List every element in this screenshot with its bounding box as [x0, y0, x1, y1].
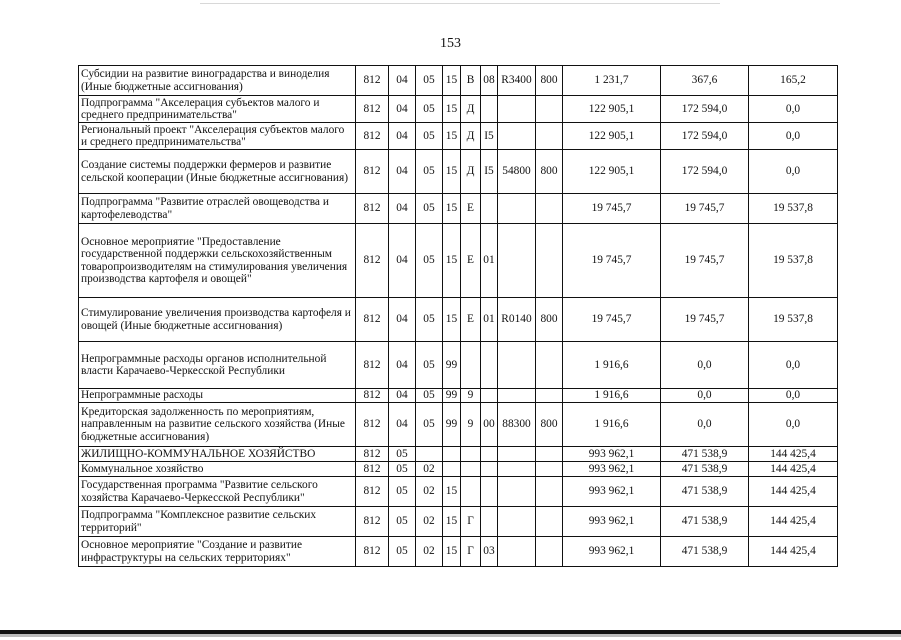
- code-podrazdel-cell: 05: [416, 150, 443, 194]
- code-article-cell: [498, 462, 536, 477]
- amount-year2-cell: 0,0: [661, 342, 749, 389]
- code-razdel-cell: 04: [389, 96, 416, 123]
- code-expense-type-cell: 800: [536, 298, 563, 342]
- code-podrazdel-cell: 02: [416, 507, 443, 537]
- code-razdel-cell: 04: [389, 123, 416, 150]
- code-article-cell: R3400: [498, 66, 536, 96]
- amount-year2-cell: 172 594,0: [661, 150, 749, 194]
- code-program-cell: 15: [443, 507, 461, 537]
- amount-year1-cell: 993 962,1: [563, 477, 661, 507]
- desc-cell: Создание системы поддержки фермеров и развитие сельской кооперации (Иные бюджетные ассигнования): [79, 150, 356, 194]
- code-article-cell: [498, 96, 536, 123]
- amount-year2-cell: 471 538,9: [661, 537, 749, 567]
- amount-year2-cell: 471 538,9: [661, 507, 749, 537]
- code-activity-cell: [481, 447, 498, 462]
- code-ved-cell: 812: [356, 537, 389, 567]
- table-row: [79, 150, 838, 194]
- code-program-cell: 15: [443, 66, 461, 96]
- desc-cell: Региональный проект "Акселерация субъектов малого и среднего предпринимательства": [79, 123, 356, 150]
- desc-cell: Непрограммные расходы органов исполнительной власти Карачаево-Черкесской Республики: [79, 342, 356, 389]
- code-program-cell: 99: [443, 342, 461, 389]
- amount-year3-cell: 0,0: [749, 342, 838, 389]
- code-ved-cell: 812: [356, 447, 389, 462]
- table-row: [79, 96, 838, 123]
- code-activity-cell: [481, 507, 498, 537]
- code-expense-type-cell: [536, 447, 563, 462]
- code-ved-cell: 812: [356, 507, 389, 537]
- code-activity-cell: [481, 194, 498, 224]
- desc-cell: Подпрограмма "Акселерация субъектов малого и среднего предпринимательства": [79, 96, 356, 123]
- code-expense-type-cell: [536, 342, 563, 389]
- code-podrazdel-cell: 05: [416, 298, 443, 342]
- code-razdel-cell: 04: [389, 298, 416, 342]
- code-program-cell: 15: [443, 477, 461, 507]
- table-row: [79, 403, 838, 447]
- code-subprogram-cell: В: [461, 66, 481, 96]
- amount-year1-cell: 19 745,7: [563, 224, 661, 298]
- table-row: [79, 194, 838, 224]
- code-ved-cell: 812: [356, 342, 389, 389]
- amount-year1-cell: 993 962,1: [563, 447, 661, 462]
- code-podrazdel-cell: 05: [416, 224, 443, 298]
- amount-year1-cell: 1 916,6: [563, 389, 661, 403]
- code-razdel-cell: 04: [389, 224, 416, 298]
- code-activity-cell: [481, 342, 498, 389]
- code-activity-cell: 03: [481, 537, 498, 567]
- code-ved-cell: 812: [356, 298, 389, 342]
- code-expense-type-cell: [536, 462, 563, 477]
- desc-cell: Подпрограмма "Развитие отраслей овощеводства и картофелеводства": [79, 194, 356, 224]
- desc-cell: Основное мероприятие "Создание и развитие инфраструктуры на сельских территориях": [79, 537, 356, 567]
- code-podrazdel-cell: 05: [416, 389, 443, 403]
- code-razdel-cell: 04: [389, 66, 416, 96]
- code-article-cell: [498, 123, 536, 150]
- code-subprogram-cell: Е: [461, 298, 481, 342]
- table-row: [79, 342, 838, 389]
- desc-cell: Кредиторская задолженность по мероприятиям, направленным на развитие сельского хозяйства (Иные бюджетные ассигнования): [79, 403, 356, 447]
- code-subprogram-cell: 9: [461, 403, 481, 447]
- table-row: [79, 507, 838, 537]
- code-razdel-cell: 05: [389, 462, 416, 477]
- code-podrazdel-cell: 02: [416, 462, 443, 477]
- desc-cell: Коммунальное хозяйство: [79, 462, 356, 477]
- amount-year3-cell: 19 537,8: [749, 298, 838, 342]
- amount-year2-cell: 19 745,7: [661, 224, 749, 298]
- amount-year3-cell: 144 425,4: [749, 462, 838, 477]
- code-program-cell: 99: [443, 389, 461, 403]
- code-program-cell: 15: [443, 224, 461, 298]
- amount-year2-cell: 0,0: [661, 403, 749, 447]
- table-row: [79, 389, 838, 403]
- desc-cell: Подпрограмма "Комплексное развитие сельских территорий": [79, 507, 356, 537]
- amount-year1-cell: 1 231,7: [563, 66, 661, 96]
- amount-year3-cell: 144 425,4: [749, 537, 838, 567]
- amount-year1-cell: 993 962,1: [563, 507, 661, 537]
- amount-year3-cell: 19 537,8: [749, 194, 838, 224]
- code-subprogram-cell: [461, 462, 481, 477]
- amount-year2-cell: 471 538,9: [661, 462, 749, 477]
- code-subprogram-cell: Д: [461, 123, 481, 150]
- amount-year2-cell: 19 745,7: [661, 298, 749, 342]
- code-article-cell: [498, 507, 536, 537]
- code-activity-cell: 01: [481, 224, 498, 298]
- code-activity-cell: [481, 477, 498, 507]
- code-expense-type-cell: [536, 477, 563, 507]
- code-razdel-cell: 04: [389, 403, 416, 447]
- table-row: [79, 224, 838, 298]
- code-program-cell: 15: [443, 537, 461, 567]
- code-expense-type-cell: [536, 224, 563, 298]
- budget-table-body: [79, 66, 838, 567]
- desc-cell: Основное мероприятие "Предоставление государственной поддержки сельскохозяйственным товаропроизводителям на стимулирования увеличения производства картофеля и овощей": [79, 224, 356, 298]
- top-scan-line: [200, 3, 720, 4]
- amount-year1-cell: 19 745,7: [563, 194, 661, 224]
- code-razdel-cell: 04: [389, 389, 416, 403]
- amount-year1-cell: 993 962,1: [563, 462, 661, 477]
- code-podrazdel-cell: [416, 447, 443, 462]
- amount-year2-cell: 471 538,9: [661, 477, 749, 507]
- desc-cell: ЖИЛИЩНО-КОММУНАЛЬНОЕ ХОЗЯЙСТВО: [79, 447, 356, 462]
- table-row: [79, 66, 838, 96]
- code-razdel-cell: 05: [389, 537, 416, 567]
- code-podrazdel-cell: 05: [416, 96, 443, 123]
- code-subprogram-cell: Е: [461, 224, 481, 298]
- amount-year2-cell: 172 594,0: [661, 123, 749, 150]
- amount-year1-cell: 122 905,1: [563, 123, 661, 150]
- code-podrazdel-cell: 05: [416, 194, 443, 224]
- code-article-cell: [498, 447, 536, 462]
- code-podrazdel-cell: 02: [416, 537, 443, 567]
- code-ved-cell: 812: [356, 403, 389, 447]
- code-ved-cell: 812: [356, 150, 389, 194]
- code-expense-type-cell: [536, 537, 563, 567]
- amount-year1-cell: 1 916,6: [563, 342, 661, 389]
- code-subprogram-cell: Д: [461, 150, 481, 194]
- page-number: 153: [440, 36, 461, 51]
- amount-year3-cell: 144 425,4: [749, 447, 838, 462]
- amount-year3-cell: 165,2: [749, 66, 838, 96]
- amount-year2-cell: 0,0: [661, 389, 749, 403]
- code-ved-cell: 812: [356, 462, 389, 477]
- code-article-cell: [498, 194, 536, 224]
- amount-year3-cell: 19 537,8: [749, 224, 838, 298]
- code-subprogram-cell: Г: [461, 507, 481, 537]
- budget-table: [78, 65, 838, 567]
- code-article-cell: 88300: [498, 403, 536, 447]
- code-activity-cell: [481, 462, 498, 477]
- code-razdel-cell: 04: [389, 194, 416, 224]
- code-podrazdel-cell: 05: [416, 123, 443, 150]
- code-article-cell: [498, 389, 536, 403]
- amount-year2-cell: 471 538,9: [661, 447, 749, 462]
- code-expense-type-cell: [536, 507, 563, 537]
- code-subprogram-cell: [461, 342, 481, 389]
- code-article-cell: R0140: [498, 298, 536, 342]
- code-ved-cell: 812: [356, 389, 389, 403]
- amount-year1-cell: 122 905,1: [563, 150, 661, 194]
- desc-cell: Государственная программа "Развитие сельского хозяйства Карачаево-Черкесской Республики": [79, 477, 356, 507]
- code-podrazdel-cell: 05: [416, 66, 443, 96]
- code-expense-type-cell: 800: [536, 66, 563, 96]
- code-expense-type-cell: [536, 96, 563, 123]
- amount-year1-cell: 993 962,1: [563, 537, 661, 567]
- code-program-cell: [443, 447, 461, 462]
- code-program-cell: 15: [443, 123, 461, 150]
- table-row: [79, 477, 838, 507]
- code-activity-cell: [481, 389, 498, 403]
- code-expense-type-cell: [536, 194, 563, 224]
- code-activity-cell: 08: [481, 66, 498, 96]
- code-program-cell: 15: [443, 298, 461, 342]
- table-row: [79, 123, 838, 150]
- amount-year1-cell: 1 916,6: [563, 403, 661, 447]
- code-subprogram-cell: [461, 477, 481, 507]
- code-activity-cell: 00: [481, 403, 498, 447]
- code-razdel-cell: 04: [389, 150, 416, 194]
- code-razdel-cell: 05: [389, 477, 416, 507]
- code-ved-cell: 812: [356, 66, 389, 96]
- code-program-cell: 15: [443, 194, 461, 224]
- table-row: [79, 447, 838, 462]
- amount-year2-cell: 19 745,7: [661, 194, 749, 224]
- code-subprogram-cell: [461, 447, 481, 462]
- amount-year3-cell: 0,0: [749, 389, 838, 403]
- amount-year1-cell: 122 905,1: [563, 96, 661, 123]
- code-program-cell: 99: [443, 403, 461, 447]
- code-article-cell: [498, 342, 536, 389]
- code-activity-cell: 01: [481, 298, 498, 342]
- code-article-cell: [498, 477, 536, 507]
- table-row: [79, 298, 838, 342]
- desc-cell: Непрограммные расходы: [79, 389, 356, 403]
- code-podrazdel-cell: 05: [416, 403, 443, 447]
- code-subprogram-cell: 9: [461, 389, 481, 403]
- amount-year1-cell: 19 745,7: [563, 298, 661, 342]
- page-bottom-shadow: [0, 634, 901, 637]
- amount-year3-cell: 0,0: [749, 150, 838, 194]
- amount-year3-cell: 0,0: [749, 123, 838, 150]
- code-razdel-cell: 05: [389, 447, 416, 462]
- code-expense-type-cell: 800: [536, 403, 563, 447]
- code-razdel-cell: 04: [389, 342, 416, 389]
- code-ved-cell: 812: [356, 194, 389, 224]
- code-podrazdel-cell: 05: [416, 342, 443, 389]
- amount-year3-cell: 0,0: [749, 403, 838, 447]
- code-ved-cell: 812: [356, 123, 389, 150]
- table-row: [79, 537, 838, 567]
- desc-cell: Стимулирование увеличения производства картофеля и овощей (Иные бюджетные ассигнования): [79, 298, 356, 342]
- code-program-cell: [443, 462, 461, 477]
- code-ved-cell: 812: [356, 224, 389, 298]
- code-expense-type-cell: [536, 123, 563, 150]
- code-article-cell: 54800: [498, 150, 536, 194]
- code-expense-type-cell: [536, 389, 563, 403]
- code-razdel-cell: 05: [389, 507, 416, 537]
- code-subprogram-cell: Г: [461, 537, 481, 567]
- code-ved-cell: 812: [356, 477, 389, 507]
- desc-cell: Субсидии на развитие виноградарства и виноделия (Иные бюджетные ассигнования): [79, 66, 356, 96]
- code-program-cell: 15: [443, 150, 461, 194]
- amount-year2-cell: 367,6: [661, 66, 749, 96]
- code-subprogram-cell: Д: [461, 96, 481, 123]
- code-program-cell: 15: [443, 96, 461, 123]
- code-activity-cell: I5: [481, 123, 498, 150]
- amount-year3-cell: 144 425,4: [749, 477, 838, 507]
- code-subprogram-cell: Е: [461, 194, 481, 224]
- code-activity-cell: [481, 96, 498, 123]
- code-activity-cell: I5: [481, 150, 498, 194]
- amount-year3-cell: 144 425,4: [749, 507, 838, 537]
- amount-year3-cell: 0,0: [749, 96, 838, 123]
- table-row: [79, 462, 838, 477]
- code-expense-type-cell: 800: [536, 150, 563, 194]
- code-ved-cell: 812: [356, 96, 389, 123]
- code-article-cell: [498, 224, 536, 298]
- code-podrazdel-cell: 02: [416, 477, 443, 507]
- amount-year2-cell: 172 594,0: [661, 96, 749, 123]
- code-article-cell: [498, 537, 536, 567]
